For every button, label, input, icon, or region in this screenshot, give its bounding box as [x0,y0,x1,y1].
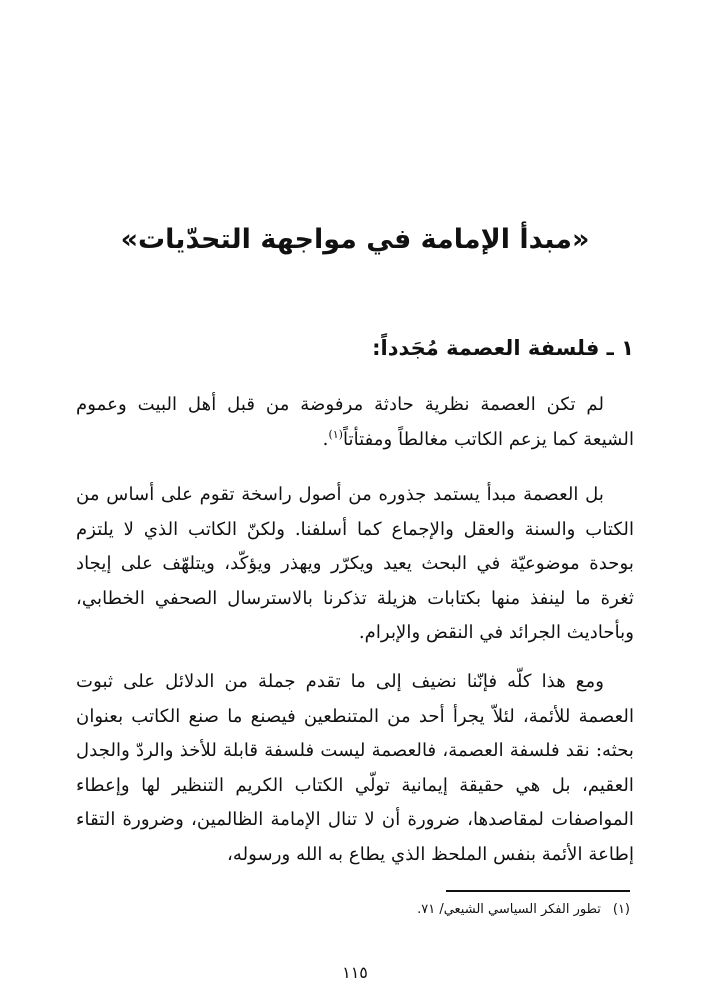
footnote-reference[interactable]: (١) [328,427,343,441]
footnote-text: تطور الفكر السياسي الشيعي/ ٧١. [417,902,601,917]
paragraph [76,478,634,651]
paragraph-tail: . [322,428,329,450]
page-number: ١١٥ [342,963,368,982]
paragraph-text: بل العصمة مبدأ يستمد جذوره من أصول راسخة تقوم على أساس من الكتاب والسنة والعقل والإجماع كما أسلفنا. ولكنّ الكاتب الذي لا يلتزم بوحدة موضوعيّة في البحث يعيد ويكرّر ويهذر ويؤكّد، ويتلهّف على إيجاد ثغرة ما لينفذ منها بكتابات هزيلة تذكرنا بالاسترسال الصحفي الخطابي، وبأحاديث الجرائد في النقض والإبرام. [76,484,634,644]
footnote [417,898,630,922]
footnote-separator [446,890,630,892]
paragraph [76,388,634,457]
paragraph-text: لم تكن العصمة نظرية حادثة مرفوضة من قبل أهل البيت وعموم الشيعة كما يزعم الكاتب مغالطاً ومفتأتاً [76,394,634,450]
footnote-marker: (١) [612,902,630,917]
paragraph-text: ومع هذا كلّه فإنّنا نضيف إلى ما تقدم جملة من الدلائل على ثبوت العصمة للأئمة، لئلاّ يجرأ أحد من المتنطعين فيصنع ما صنع الكاتب بعنوان بحثه: نقد فلسفة العصمة، فالعصمة ليست فلسفة قابلة للأخذ والردّ والجدل العقيم، بل هي حقيقة إيمانية تولّي الكتاب الكريم التنظير لها وإعطاء المواصفات لمقاصدها، ضرورة أن لا تنال الإمامة الظالمين، وضرورة التقاء إطاعة الأئمة بنفس الملحظ الذي يطاع به الله ورسوله، [76,671,634,865]
chapter-title: «مبدأ الإمامة في مواجهة التحدّيات» [120,224,590,255]
paragraph [76,665,634,873]
section-heading: ١ ـ فلسفة العصمة مُجَدداً: [372,336,634,360]
